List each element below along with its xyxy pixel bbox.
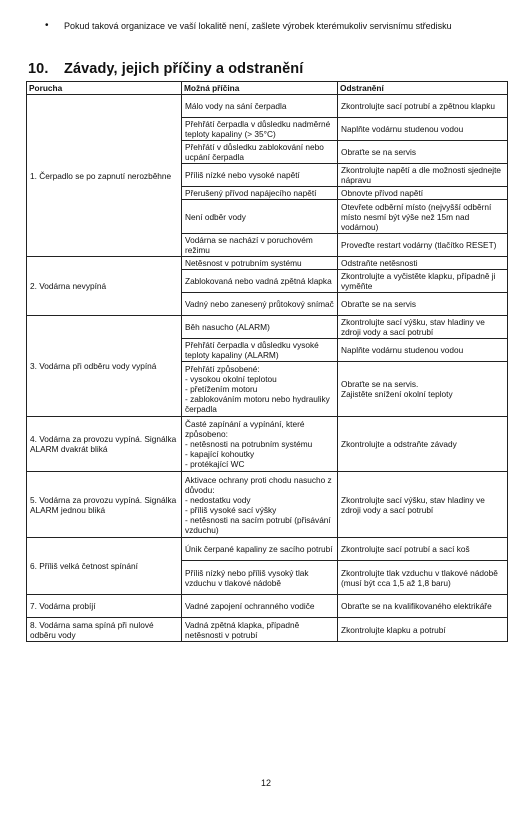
- remedy-cell: Zkontrolujte sací potrubí a sací koš: [338, 538, 508, 561]
- remedy-cell: Obraťte se na servis: [338, 293, 508, 316]
- cause-cell: Únik čerpané kapaliny ze sacího potrubí: [182, 538, 338, 561]
- fault-cell: 6. Příliš velká četnost spínání: [27, 538, 182, 595]
- header-fault: Porucha: [27, 82, 182, 95]
- cause-cell: Příliš nízký nebo příliš vysoký tlak vzduchu v tlakové nádobě: [182, 561, 338, 595]
- remedy-cell: Zkontrolujte sací výšku, stav hladiny ve zdroji vody a sací potrubí: [338, 316, 508, 339]
- cause-cell: Přehřátí způsobené: - vysokou okolní teplotou - přetížením motoru - zablokováním motoru nebo hydrauliky čerpadla: [182, 362, 338, 417]
- section-number: 10.: [28, 61, 49, 77]
- table-row: [27, 595, 508, 618]
- remedy-cell: Naplňte vodárnu studenou vodou: [338, 339, 508, 362]
- fault-cell: 4. Vodárna za provozu vypíná. Signálka ALARM dvakrát bliká: [27, 417, 182, 472]
- remedy-cell: Obnovte přívod napětí: [338, 187, 508, 200]
- table-header-row: [27, 82, 508, 95]
- cause-cell: Příliš nízké nebo vysoké napětí: [182, 164, 338, 187]
- table-row: [27, 316, 508, 339]
- remedy-cell: Naplňte vodárnu studenou vodou: [338, 118, 508, 141]
- cause-cell: Běh nasucho (ALARM): [182, 316, 338, 339]
- cause-cell: Časté zapínání a vypínání, které způsobeno: - netěsnosti na potrubním systému - kapající kohoutky - protékající WC: [182, 417, 338, 472]
- remedy-cell: Zkontrolujte tlak vzduchu v tlakové nádobě (musí být cca 1,5 až 1,8 baru): [338, 561, 508, 595]
- remedy-cell: Obraťte se na servis: [338, 141, 508, 164]
- fault-cell: 5. Vodárna za provozu vypíná. Signálka ALARM jednou bliká: [27, 472, 182, 538]
- remedy-cell: Proveďte restart vodárny (tlačítko RESET): [338, 234, 508, 257]
- remedy-cell: Otevřete odběrní místo (nejvyšší odběrní místo nesmí být výše než 15m nad vodárnou): [338, 200, 508, 234]
- cause-cell: Aktivace ochrany proti chodu nasucho z důvodu: - nedostatku vody - příliš vysoké sací výšky - netěsnosti na sacím potrubí (přisávání vzduchu): [182, 472, 338, 538]
- header-remedy: Odstranění: [338, 82, 508, 95]
- fault-cell: 8. Vodárna sama spíná při nulové odběru vody: [27, 618, 182, 642]
- remedy-cell: Zkontrolujte sací výšku, stav hladiny ve zdroji vody a sací potrubí: [338, 472, 508, 538]
- fault-cell: 3. Vodárna při odběru vody vypíná: [27, 316, 182, 417]
- cause-cell: Přehřátí v důsledku zablokování nebo ucpání čerpadla: [182, 141, 338, 164]
- cause-cell: Vadné zapojení ochranného vodiče: [182, 595, 338, 618]
- cause-cell: Zablokovaná nebo vadná zpětná klapka: [182, 270, 338, 293]
- cause-cell: Přehřátí čerpadla v důsledku vysoké teploty kapaliny (ALARM): [182, 339, 338, 362]
- remedy-cell: Zkontrolujte napětí a dle možnosti sjednejte nápravu: [338, 164, 508, 187]
- remedy-cell: Odstraňte netěsnosti: [338, 257, 508, 270]
- remedy-cell: Zkontrolujte klapku a potrubí: [338, 618, 508, 642]
- cause-cell: Přehřátí čerpadla v důsledku nadměrné teploty kapaliny (> 35°C): [182, 118, 338, 141]
- intro-bullet: [45, 20, 503, 32]
- cause-cell: Vadný nebo zanesený průtokový snímač: [182, 293, 338, 316]
- fault-table: [26, 81, 508, 642]
- intro-bullet-text: Pokud taková organizace ve vaší lokalitě není, zašlete výrobek kterémukoliv servisnímu středisku: [64, 21, 452, 31]
- cause-cell: Není odběr vody: [182, 200, 338, 234]
- fault-cell: 1. Čerpadlo se po zapnutí nerozběhne: [27, 95, 182, 257]
- section-heading: [28, 61, 303, 77]
- cause-cell: Vodárna se nachází v poruchovém režimu: [182, 234, 338, 257]
- header-cause: Možná příčina: [182, 82, 338, 95]
- table-row: [27, 95, 508, 118]
- table-row: [27, 257, 508, 270]
- fault-cell: 2. Vodárna nevypíná: [27, 257, 182, 316]
- table-row: [27, 417, 508, 472]
- page-number: 12: [260, 778, 271, 788]
- table-row: [27, 538, 508, 561]
- remedy-cell: Obraťte se na kvalifikovaného elektrikáře: [338, 595, 508, 618]
- remedy-cell: Zkontrolujte a vyčistěte klapku, případně ji vyměňte: [338, 270, 508, 293]
- cause-cell: Vadná zpětná klapka, případně netěsnosti v potrubí: [182, 618, 338, 642]
- table-row: [27, 618, 508, 642]
- fault-cell: 7. Vodárna probíjí: [27, 595, 182, 618]
- bullet-icon: •: [45, 20, 49, 31]
- table-row: [27, 472, 508, 538]
- cause-cell: Přerušený přívod napájecího napětí: [182, 187, 338, 200]
- cause-cell: Málo vody na sání čerpadla: [182, 95, 338, 118]
- section-title: Závady, jejich příčiny a odstranění: [64, 61, 304, 77]
- cause-cell: Netěsnost v potrubním systému: [182, 257, 338, 270]
- remedy-cell: Zkontrolujte sací potrubí a zpětnou klapku: [338, 95, 508, 118]
- remedy-cell: Zkontrolujte a odstraňte závady: [338, 417, 508, 472]
- remedy-cell: Obraťte se na servis. Zajistěte snížení okolní teploty: [338, 362, 508, 417]
